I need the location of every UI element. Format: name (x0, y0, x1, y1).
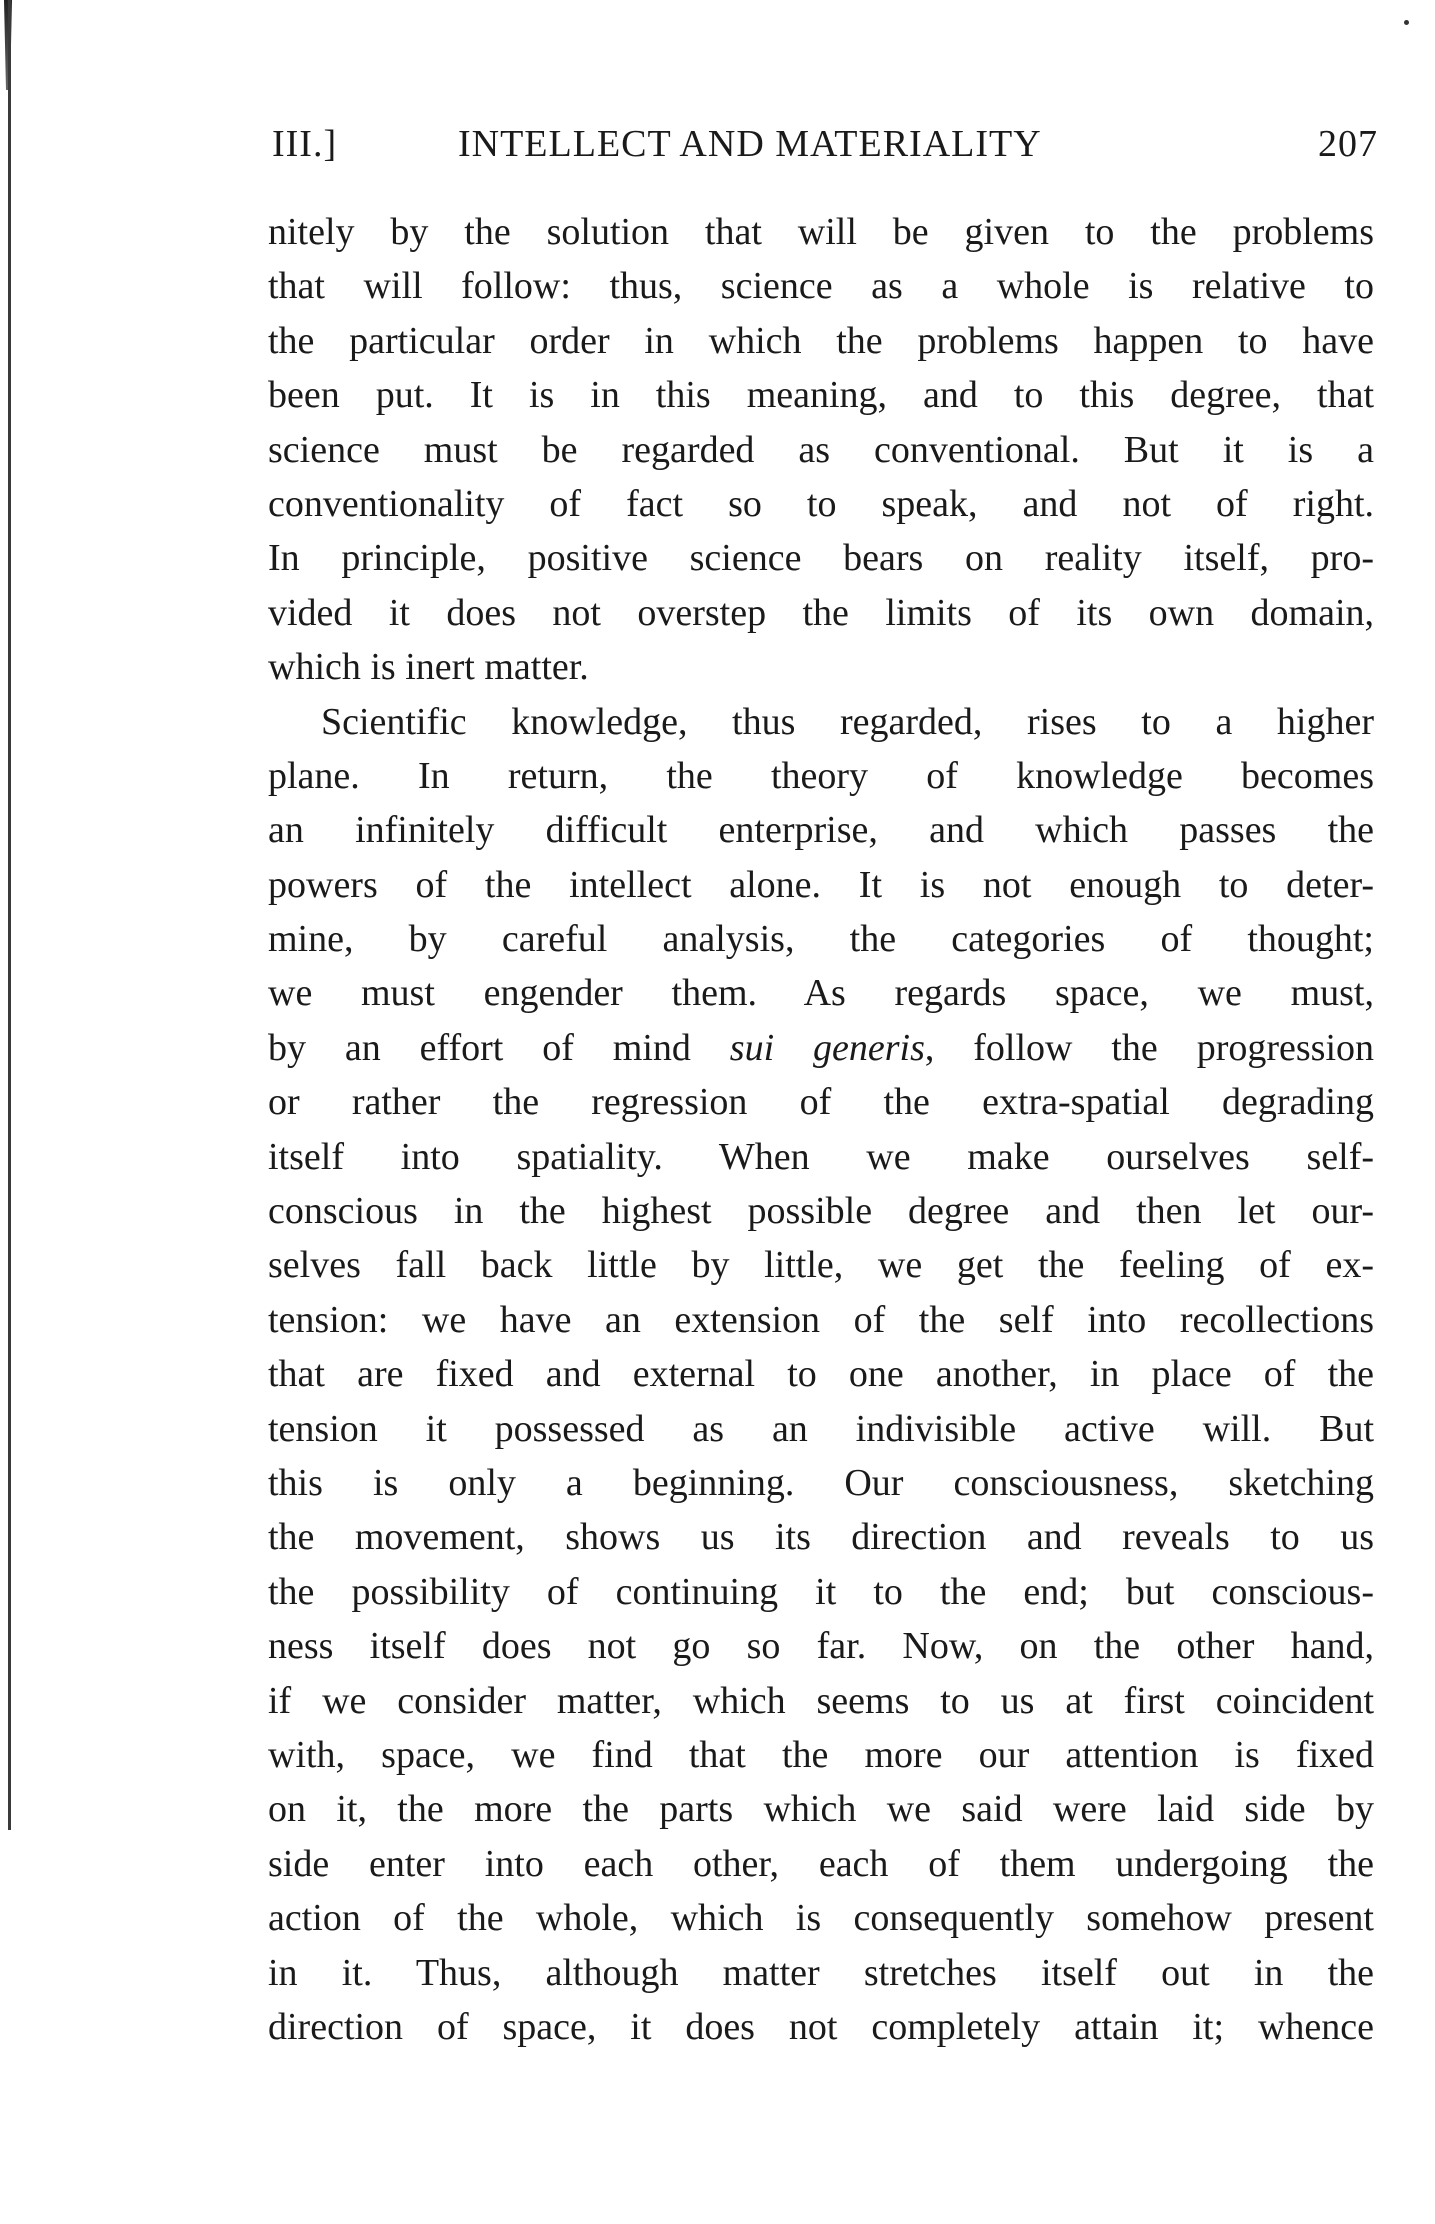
ink-speck (1404, 20, 1409, 25)
text-line: with, space, we find that the more our attention is fixed (268, 1733, 1374, 1776)
binding-edge-mark (0, 0, 16, 1830)
page-number: 207 (1318, 123, 1378, 165)
text-line: itself into spatiality. When we make ourselves self- (268, 1135, 1374, 1178)
text-line: we must engender them. As regards space, we must, (268, 972, 1374, 1015)
running-title: INTELLECT AND MATERIALITY (458, 123, 1042, 165)
running-head (272, 122, 1378, 182)
text-line: the particular order in which the problems happen to have (268, 319, 1374, 362)
text-line: which is inert matter. (268, 646, 589, 689)
text-line: on it, the more the parts which we said were laid side by (268, 1788, 1374, 1831)
text-line: science must be regarded as conventional. But it is a (268, 428, 1374, 471)
text-line: that are fixed and external to one another, in place of the (268, 1353, 1374, 1396)
text-line: this is only a beginning. Our consciousness, sketching (268, 1461, 1374, 1504)
text-line: if we consider matter, which seems to us at first coincident (268, 1679, 1374, 1722)
text-line: been put. It is in this meaning, and to this degree, that (268, 374, 1374, 417)
text-line: an infinitely difficult enterprise, and which passes the (268, 809, 1374, 852)
text-line: plane. In return, the theory of knowledge becomes (268, 754, 1374, 797)
text-line: vided it does not overstep the limits of its own domain, (268, 591, 1374, 634)
chapter-label: III.] (272, 123, 338, 165)
text-line: the possibility of continuing it to the end; but conscious- (268, 1570, 1374, 1613)
text-line: selves fall back little by little, we get the feeling of ex- (268, 1244, 1374, 1287)
text-line: by an effort of mind sui generis, follow the progression (268, 1026, 1374, 1069)
text-line: tension: we have an extension of the self into recollections (268, 1298, 1374, 1341)
text-line: conscious in the highest possible degree and then let our- (268, 1190, 1374, 1233)
text-line: conventionality of fact so to speak, and not of right. (268, 482, 1374, 525)
text-line: or rather the regression of the extra-spatial degrading (268, 1081, 1374, 1124)
text-line: In principle, positive science bears on reality itself, pro- (268, 537, 1374, 580)
text-line: tension it possessed as an indivisible active will. But (268, 1407, 1374, 1450)
text-line: powers of the intellect alone. It is not enough to deter- (268, 863, 1374, 906)
text-line: that will follow: thus, science as a whole is relative to (268, 265, 1374, 308)
page-body-text (268, 205, 1374, 2048)
text-line: the movement, shows us its direction and reveals to us (268, 1516, 1374, 1559)
text-line: ness itself does not go so far. Now, on the other hand, (268, 1625, 1374, 1668)
text-line: Scientific knowledge, thus regarded, rises to a higher (321, 700, 1374, 743)
text-line: in it. Thus, although matter stretches itself out in the (268, 1951, 1374, 1994)
text-line: action of the whole, which is consequently somehow present (268, 1897, 1374, 1940)
text-line: mine, by careful analysis, the categories of thought; (268, 918, 1374, 961)
text-line: nitely by the solution that will be given to the problems (268, 211, 1374, 253)
text-line: direction of space, it does not completely attain it; whence (268, 2005, 1374, 2048)
text-line: side enter into each other, each of them undergoing the (268, 1842, 1374, 1885)
